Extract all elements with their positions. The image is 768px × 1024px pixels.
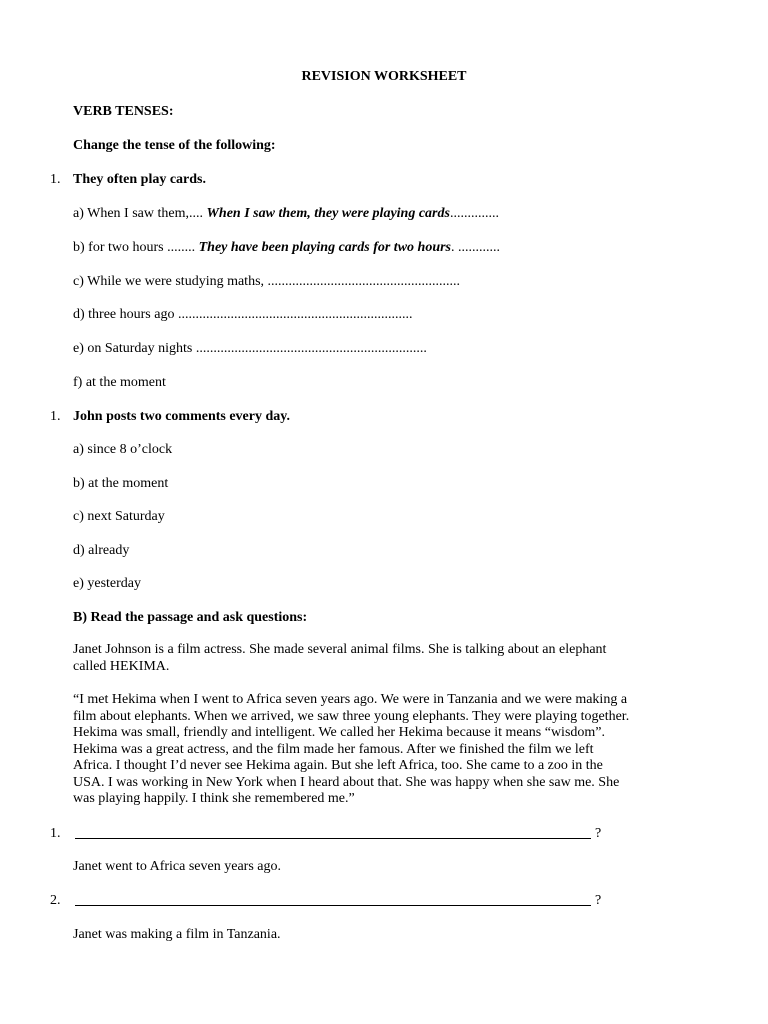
q1-item-a-prompt: a) When I saw them,.... [73,206,207,221]
q1-item-c: c) While we were studying maths, ....................................................... [73,274,461,289]
q1-item-a-trail: .............. [449,206,499,221]
question-2-blank-line[interactable] [75,905,591,906]
page-title: REVISION WORKSHEET [301,69,467,84]
intro-line: called HEKIMA. [73,658,170,674]
q1-item-a-answer: When I saw them, they were playing cards [206,206,450,221]
question-1-qmark: ? [595,826,602,841]
passage-line: Hekima was small, friendly and intelligent. We called her Hekima because it means “wisdom”. [73,725,605,740]
q1-sentence: They often play cards. [73,172,206,187]
question-1-answer: Janet went to Africa seven years ago. [73,859,281,874]
q1-item-e: e) on Saturday nights .................................................................. [73,341,427,356]
instruction: Change the tense of the following: [73,138,276,153]
passage-line: Hekima was a great actress, and the film made her famous. After we finished the film we left [73,741,594,757]
section-a-heading: VERB TENSES: [73,104,174,119]
passage [73,692,701,808]
q1-item-b-answer: They have been playing cards for two hours [198,240,451,255]
q2-item-b: b) at the moment [73,476,169,491]
q1-item-b [73,239,500,256]
question-2-qmark: ? [595,893,602,908]
intro-paragraph [73,642,701,675]
q2-sentence: John posts two comments every day. [73,409,290,424]
section-b-heading: B) Read the passage and ask questions: [73,610,308,625]
question-1-blank-line[interactable] [75,838,591,839]
intro-line: Janet Johnson is a film actress. She made several animal films. She is talking about an elephant [73,642,607,657]
q2-item-c: c) next Saturday [73,509,165,524]
q2-item-d: d) already [73,543,130,558]
passage-line: was playing happily. I think she remembered me.” [73,791,355,806]
q2-item-e: e) yesterday [73,576,142,591]
passage-line: film about elephants. When we arrived, we saw three young elephants. They were playing together. [73,708,630,724]
q2-item-a: a) since 8 o’clock [73,442,173,457]
q1-item-a [73,205,499,222]
question-2-answer: Janet was making a film in Tanzania. [73,927,281,942]
passage-line: “I met Hekima when I went to Africa seven years ago. We were in Tanzania and we were making a [73,692,628,707]
passage-line: Africa. I thought I’d never see Hekima again. But she left Africa, too. She came to a zoo in the [73,758,603,773]
q1-item-b-trail: . ............ [451,240,500,255]
q1-item-f: f) at the moment [73,375,166,390]
q1-item-b-prompt: b) for two hours ........ [73,240,199,255]
question-2-number: 2. [50,893,61,908]
q2-number: 1. [50,409,61,424]
q1-item-d: d) three hours ago ................................................................... [73,307,413,322]
question-1-number: 1. [50,826,61,841]
q1-number: 1. [50,172,61,187]
passage-line: USA. I was working in New York when I heard about that. She was happy when she saw me. She [73,774,620,790]
